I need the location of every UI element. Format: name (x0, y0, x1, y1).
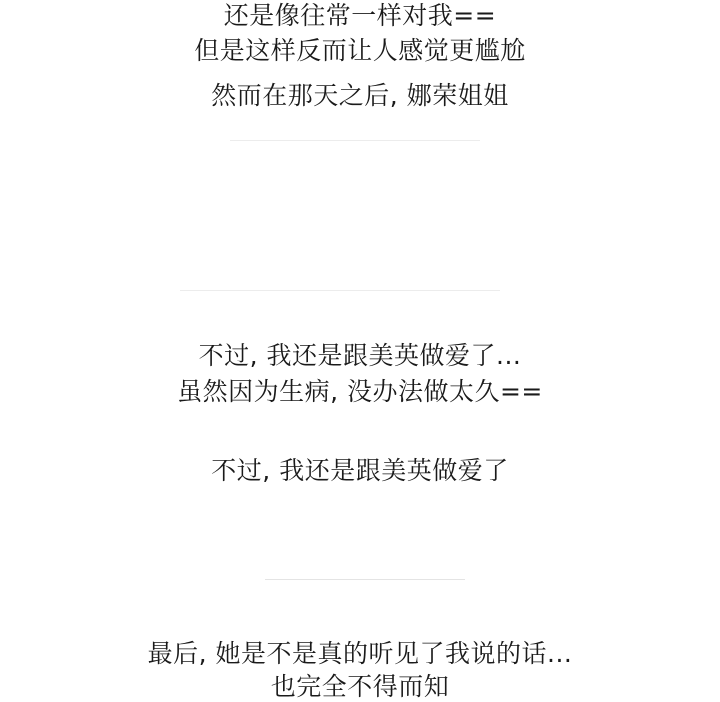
caption-line-2: 但是这样反而让人感觉更尴尬 (194, 36, 526, 65)
faint-streak-1 (230, 140, 480, 141)
faint-streak-2 (180, 290, 500, 291)
caption-line-6: 不过, 我还是跟美英做爱了 (211, 456, 509, 485)
caption-line-5: 虽然因为生病, 没办法做太久== (177, 377, 543, 406)
caption-line-2-clip (0, 33, 720, 65)
faint-streak-3 (265, 579, 465, 580)
caption-line-4: 不过, 我还是跟美英做爱了... (198, 341, 522, 370)
caption-line-4-clip (0, 343, 720, 373)
caption-line-1: 还是像往常一样对我== (223, 1, 497, 30)
caption-line-8: 也完全不得而知 (270, 672, 450, 701)
caption-line-3: 然而在那天之后, 娜荣姐姐 (211, 81, 509, 110)
caption-line-6-clip (0, 456, 720, 485)
caption-line-7: 最后, 她是不是真的听见了我说的话... (147, 639, 573, 668)
